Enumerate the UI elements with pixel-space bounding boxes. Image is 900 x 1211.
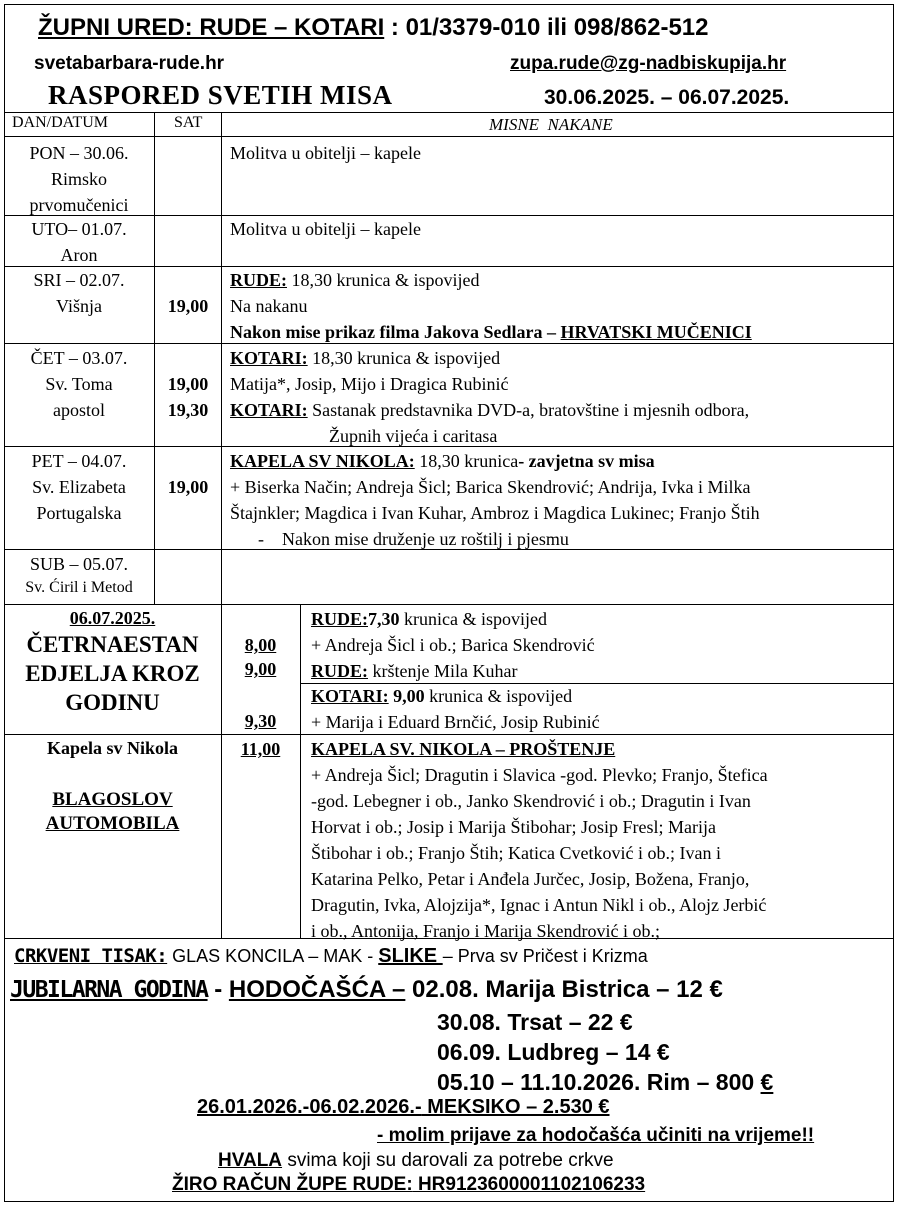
rule-top [4, 112, 894, 113]
office-label: ŽUPNI URED: RUDE – KOTARI [38, 14, 385, 41]
place-label: RUDE: [311, 661, 368, 681]
account-line [172, 1174, 645, 1196]
sunday-rude [311, 606, 595, 684]
day-cell-sat [4, 552, 154, 600]
date-range: 30.06.2025. – 06.07.2025. [544, 86, 790, 109]
day-cell-wed [4, 267, 154, 319]
day-date: SRI – 02.07. [33, 270, 125, 290]
intention-line: + Biserka Način; Andreja Šicl; Barica Skendrović; Andrija, Ivka i Milka [230, 477, 751, 497]
col-head-intentions: MISNE NAKANE [489, 115, 613, 134]
trip-item [437, 1067, 773, 1097]
day-cell-thu [4, 345, 154, 423]
rosary-note: 18,30 krunica & ispovijed [307, 348, 501, 368]
mexico-line [197, 1096, 610, 1119]
meeting-note-cont: Župnih vijeća i caritasa [329, 426, 498, 446]
rosary-note: 18,30 krunica & ispovijed [287, 270, 480, 290]
baptism-note: krštenje Mila Kuhar [368, 661, 518, 681]
place-label: RUDE: [230, 270, 287, 290]
email-link[interactable]: zupa.rude@zg-nadbiskupija.hr [510, 53, 787, 74]
euro-sign: € [760, 1069, 774, 1095]
meeting-note: Sastanak predstavnika DVD-a, bratovštine i mjesnih odbora, [307, 400, 750, 420]
day-cell-tue [4, 216, 154, 268]
thanks-word: HVALA [218, 1150, 283, 1171]
mexico-dates: 26.01.2026.-06.02.2026.- [197, 1096, 422, 1118]
jubilee-dash: - [207, 976, 229, 1003]
car-blessing-line: AUTOMOBILA [45, 813, 180, 834]
mass-time: 8,00 [244, 635, 277, 655]
mexico-trip: MEKSIKO – 2.530 € [421, 1096, 610, 1118]
sunday-date: 06.07.2025. [69, 608, 156, 628]
meeting-time: 19,30 [167, 400, 209, 420]
chapel-place: Kapela sv Nikola [46, 738, 179, 758]
jubilee-label: JUBILARNA GODINA [10, 977, 208, 1003]
intention-line: + Andreja Šicl; Dragutin i Slavica -god. Plevko; Franjo, Štefica [311, 765, 768, 785]
rosary-time: 9,00 [388, 686, 425, 706]
website-link[interactable]: svetabarbara-rude.hr [34, 53, 225, 74]
intention-line: Štajnkler; Magdica i Ivan Kuhar, Ambroz i Magdica Lukinec; Franjo Štih [230, 503, 760, 523]
col-divider-day [154, 112, 155, 604]
col-divider-sunday [300, 604, 301, 938]
col-head-time: SAT [174, 114, 203, 131]
day-date: UTO– 01.07. [31, 219, 127, 239]
rosary-note: krunica & ispovijed [399, 609, 547, 629]
place-label: KOTARI: [230, 400, 308, 420]
intentions-wed [230, 267, 752, 345]
office-phones: : 01/3379-010 ili 098/862-512 [384, 14, 709, 41]
day-date: PET – 04.07. [31, 451, 127, 471]
day-saint: Rimsko [50, 169, 107, 189]
day-saint: Sv. Toma [45, 374, 113, 394]
day-saint: Višnja [56, 296, 102, 316]
rule-colheads [4, 136, 894, 137]
day-cell-mon [4, 140, 154, 218]
place-label: KOTARI: [230, 348, 308, 368]
trip-rome: 05.10 – 11.10.2026. Rim – 800 [437, 1069, 761, 1095]
press-slike: SLIKE [378, 945, 443, 967]
intention-line: Štibohar i ob.; Franjo Štih; Katica Cvetković i ob.; Ivan i [311, 843, 721, 863]
day-saint: Sv. Elizabeta [32, 477, 126, 497]
day-date: PON – 30.06. [29, 143, 129, 163]
sunday-title-line: EDJELJA KROZ [25, 661, 200, 686]
rosary-note: 18,30 krunica [414, 451, 519, 471]
intention-line: Na nakanu [230, 296, 308, 316]
schedule-title: RASPORED SVETIH MISA [48, 80, 393, 110]
votive-mass-note: - zavjetna sv misa [518, 451, 655, 471]
day-saint: Portugalska [36, 503, 122, 523]
rosary-time: 7,30 [368, 609, 400, 629]
header-contact-line [38, 14, 708, 42]
place-label: KOTARI: [311, 686, 389, 706]
col-head-day: DAN/DATUM [12, 114, 108, 131]
mass-time: 19,00 [167, 374, 209, 394]
intentions-fri [230, 448, 760, 552]
mass-time: 19,00 [167, 477, 209, 497]
place-label: RUDE: [311, 609, 368, 629]
mass-times-thu [155, 371, 221, 423]
account-number[interactable]: HR9123600001102106233 [412, 1174, 646, 1195]
sunday-title-line: GODINU [65, 690, 160, 715]
intention-line: Horvat i ob.; Josip i Marija Štibohar; Josip Fresl; Marija [311, 817, 716, 837]
day-date: SUB – 05.07. [29, 554, 128, 574]
sunday-kotari [311, 683, 600, 735]
intentions-thu [230, 345, 749, 449]
film-title: HRVATSKI MUČENICI [560, 322, 752, 342]
col-divider-time [221, 112, 222, 938]
church-press-label: CRKVENI TISAK: [14, 945, 168, 967]
feast-title: KAPELA SV. NIKOLA – PROŠTENJE [311, 739, 616, 759]
press-items: GLAS KONCILA – MAK - [167, 946, 379, 966]
thanks-rest: svima koji su darovali za potrebe crkve [282, 1150, 614, 1171]
day-saint: Aron [60, 245, 98, 265]
mass-time: 19,00 [167, 296, 209, 316]
registration-reminder: - molim prijave za hodočašća učiniti na vrijeme!! [377, 1125, 815, 1146]
jubilee-line [10, 976, 723, 1004]
day-date: ČET – 03.07. [30, 348, 128, 368]
intention-line: Katarina Pelko, Petar i Anđela Jurčec, Josip, Božena, Franjo, [311, 869, 750, 889]
pilgrimage-label: HODOČAŠĆA – [228, 976, 406, 1003]
day-saint: prvomučenici [29, 195, 129, 215]
rosary-note: krunica & ispovijed [424, 686, 573, 706]
place-label: KAPELA SV NIKOLA: [230, 451, 415, 471]
day-saint: Sv. Ćiril i Metod [25, 579, 133, 596]
mass-time: 11,00 [240, 739, 281, 759]
sunday-title [4, 630, 221, 717]
day-saint: apostol [53, 400, 105, 420]
intention-line: i ob., Antonija, Franjo i Marija Skendrović i ob.; [311, 921, 660, 941]
day-cell-fri [4, 448, 154, 526]
thanks-line [218, 1150, 614, 1172]
rule-row6 [4, 604, 894, 605]
trip-item: 30.08. Trsat – 22 € [437, 1009, 633, 1035]
account-label: ŽIRO RAČUN ŽUPE RUDE: [172, 1174, 413, 1195]
press-rest: – Prva sv Pričest i Krizma [442, 946, 648, 966]
intention-line: Matija*, Josip, Mijo i Dragica Rubinić [230, 374, 509, 394]
baptism-time: 9,00 [244, 659, 277, 679]
mass-time: 9,30 [244, 711, 277, 731]
intention-line: + Andreja Šicl i ob.; Barica Skendrović [311, 635, 595, 655]
trip-item: 06.09. Ludbreg – 14 € [437, 1039, 670, 1065]
car-blessing-line: BLAGOSLOV [52, 789, 173, 810]
intention-mon: Molitva u obitelji – kapele [230, 143, 421, 163]
chapel-intentions [311, 736, 768, 944]
intention-line: + Marija i Eduard Brnčić, Josip Rubinić [311, 712, 600, 732]
church-press-line [14, 945, 648, 968]
intention-line: Dragutin, Ivka, Alojzija*, Ignac i Antun Nikl i ob., Alojz Jerbić [311, 895, 767, 915]
gathering-note: - Nakon mise druženje uz roštilj i pjesmu [258, 529, 569, 549]
sunday-title-line: ČETRNAESTAN [26, 632, 199, 657]
film-note: Nakon mise prikaz filma Jakova Sedlara – [230, 322, 561, 342]
intention-line: -god. Lebegner i ob., Janko Skendrović i ob.; Dragutin i Ivan [311, 791, 751, 811]
car-blessing [4, 788, 221, 836]
trip-list [437, 1007, 773, 1097]
trip-item: 02.08. Marija Bistrica – 12 € [412, 976, 723, 1003]
intention-tue: Molitva u obitelji – kapele [230, 219, 421, 239]
